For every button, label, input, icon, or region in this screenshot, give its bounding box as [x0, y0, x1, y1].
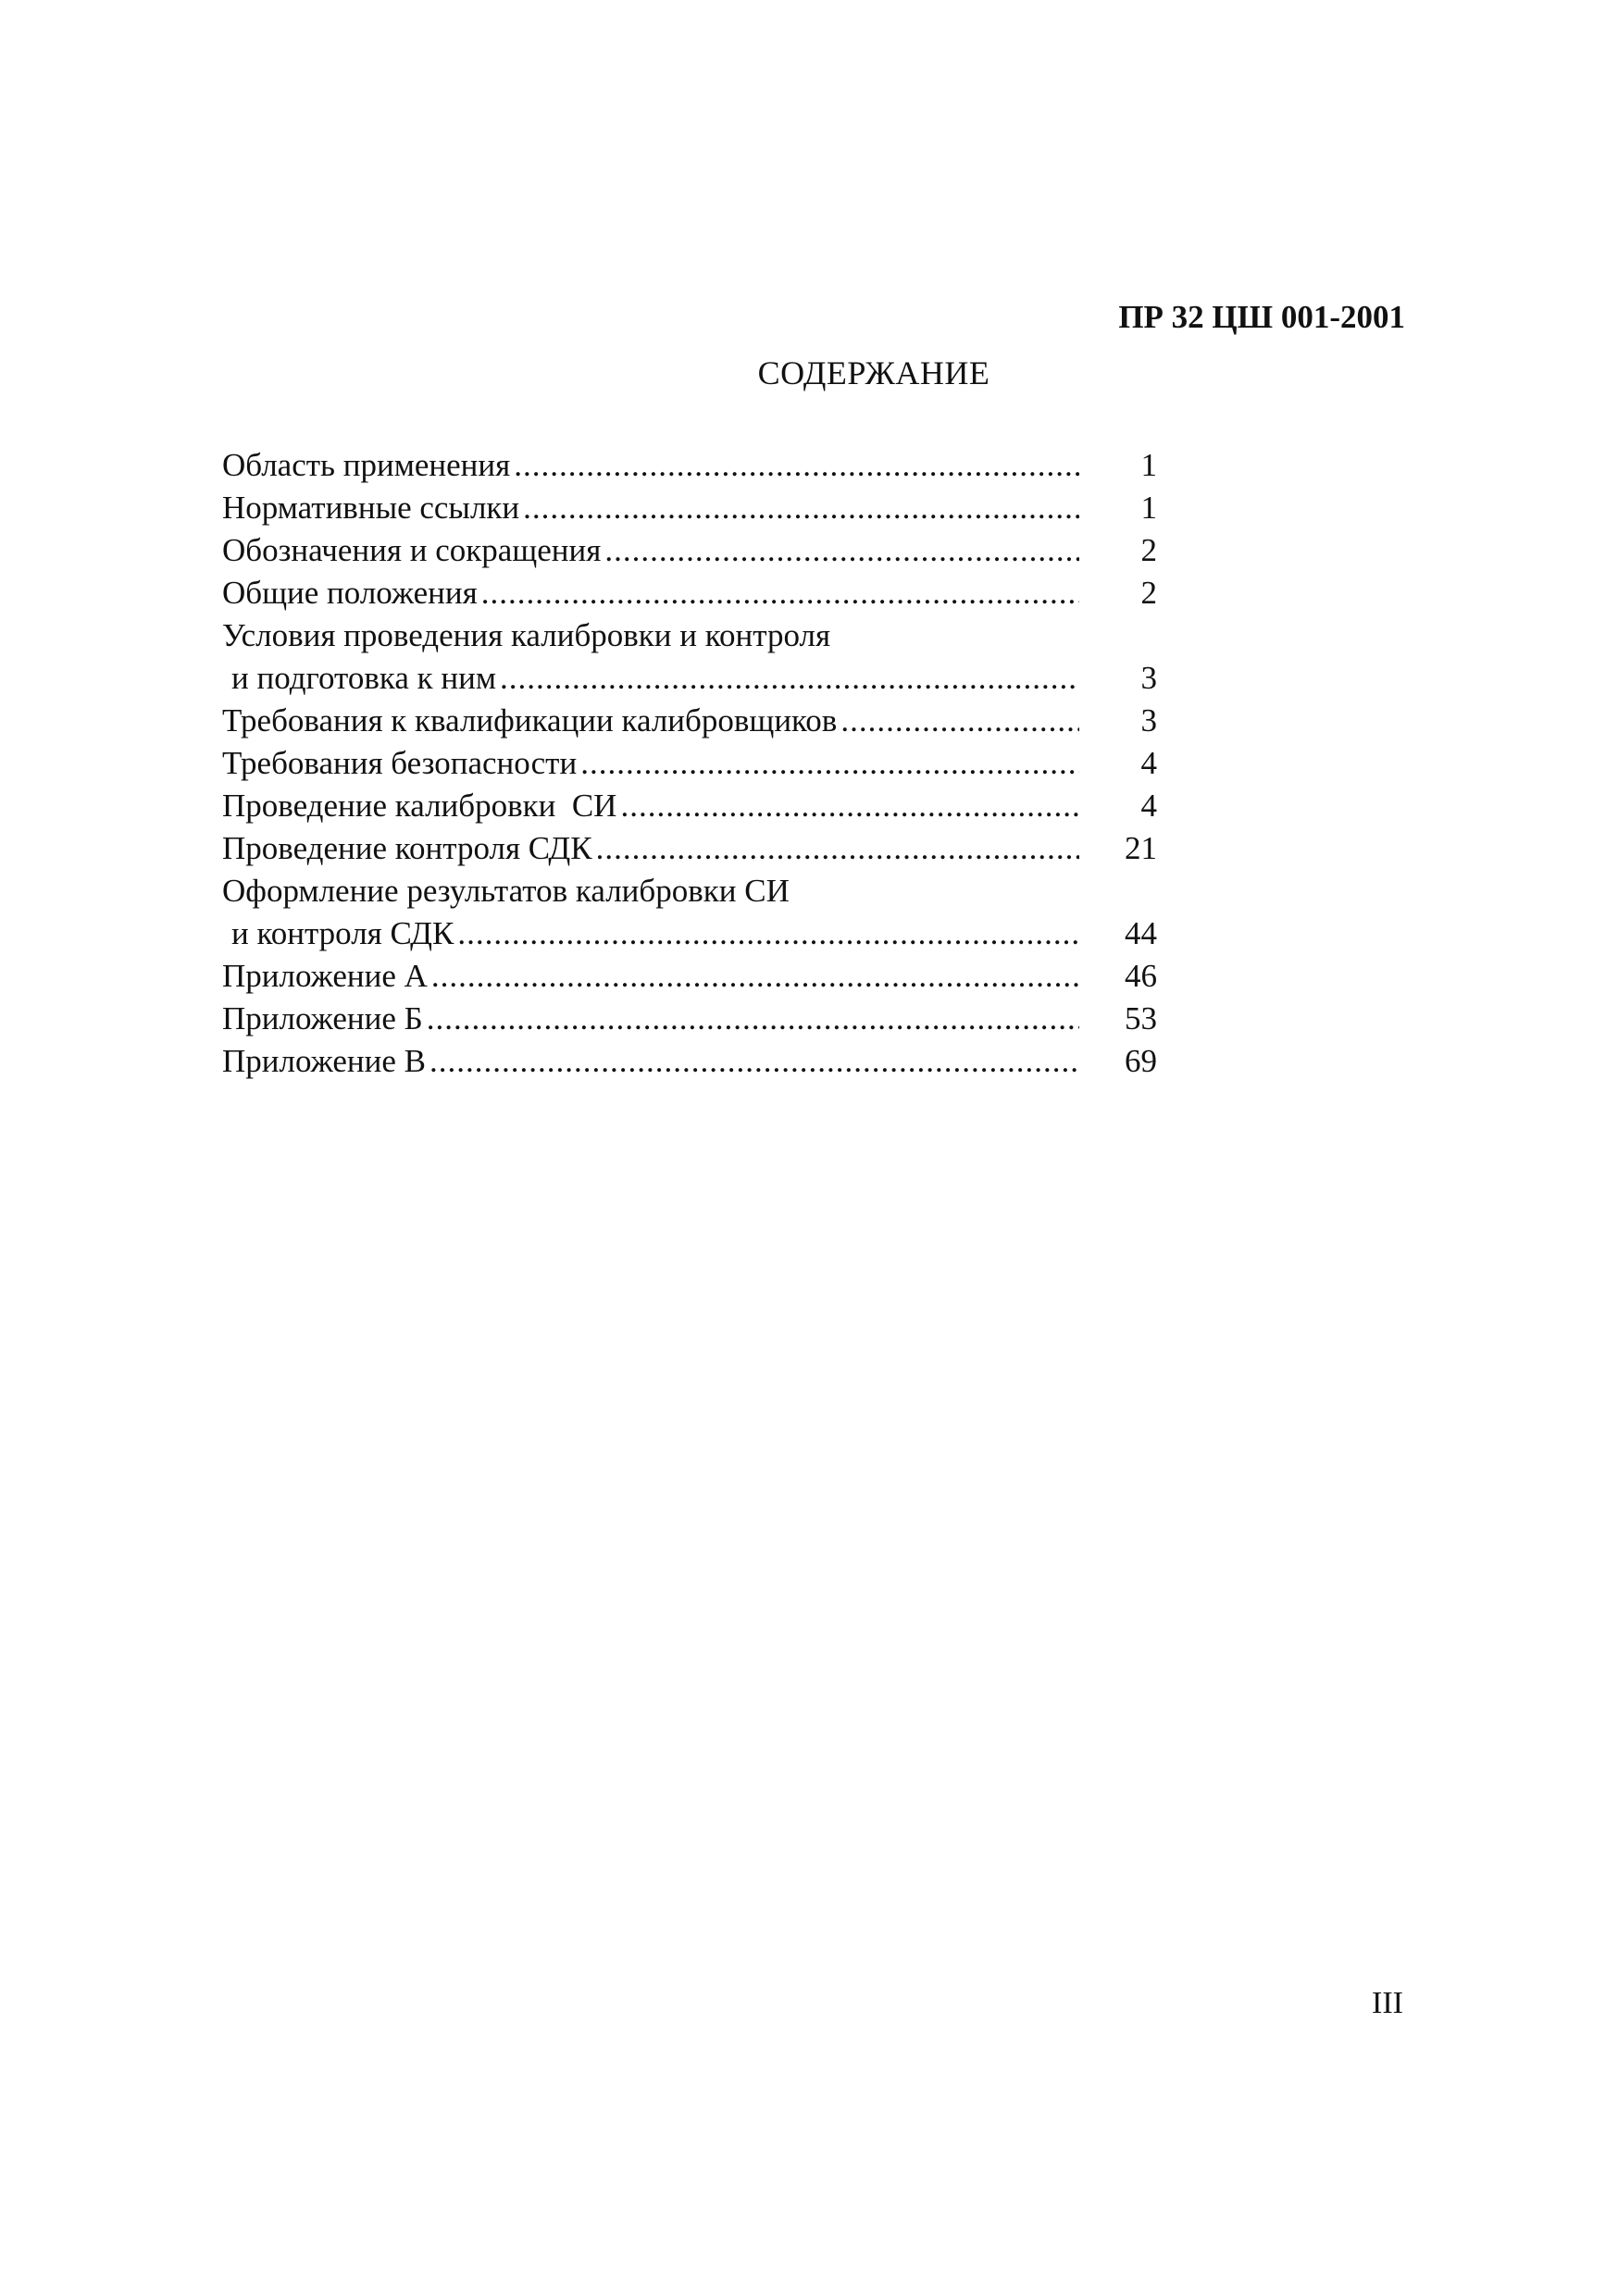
- toc-entry-label: Область применения: [222, 447, 511, 483]
- toc-entry[interactable]: [222, 1040, 1176, 1083]
- toc-entry[interactable]: [222, 487, 1176, 529]
- toc-entry-label: Проведение контроля СДК: [222, 830, 592, 866]
- toc-entry[interactable]: [222, 785, 1176, 827]
- toc-entry-label: и подготовка к ним: [231, 660, 497, 696]
- toc-entry[interactable]: [222, 700, 1176, 742]
- toc-entry-label: Проведение калибровки СИ: [222, 788, 617, 824]
- toc-entry-page: 3: [1140, 660, 1157, 696]
- toc-leader-dots: [457, 912, 1079, 955]
- toc-entry-page: 46: [1125, 958, 1157, 994]
- toc-entry-page: 53: [1125, 1000, 1157, 1036]
- toc-entry-page: 4: [1140, 788, 1157, 824]
- toc-leader-dots: [523, 487, 1079, 529]
- toc-leader-dots: [840, 700, 1079, 742]
- page-number: III: [1372, 1986, 1403, 2020]
- toc-entry-page: 3: [1140, 702, 1157, 738]
- toc-entry[interactable]: [222, 955, 1176, 998]
- toc-entry-label: Обозначения и сокращения: [222, 532, 602, 568]
- toc-entry-label: Требования безопасности: [222, 745, 578, 781]
- toc-entry-page: 4: [1140, 745, 1157, 781]
- toc-title: СОДЕРЖАНИЕ: [757, 354, 990, 391]
- document-code: ПР 32 ЦШ 001-2001: [1118, 299, 1405, 335]
- toc-entry[interactable]: [222, 529, 1176, 572]
- toc-entry-page: 44: [1125, 915, 1157, 951]
- toc-entry-page: 69: [1125, 1043, 1157, 1079]
- toc-entry[interactable]: [222, 614, 1176, 700]
- toc-entry-label: и контроля СДК: [231, 915, 454, 951]
- toc-entry[interactable]: [222, 827, 1176, 870]
- toc-entry-label: Требования к квалификации калибровщиков: [222, 702, 838, 738]
- toc-entry-label: Общие положения: [222, 575, 478, 611]
- toc-entry-page: 2: [1140, 575, 1157, 611]
- toc-entry-page: 21: [1125, 830, 1157, 866]
- toc-entry[interactable]: [222, 444, 1176, 487]
- toc-entry-page: 2: [1140, 532, 1157, 568]
- toc-entry[interactable]: [222, 870, 1176, 955]
- toc-leader-dots: [500, 657, 1079, 700]
- toc-leader-dots: [427, 998, 1079, 1040]
- table-of-contents: [222, 444, 1176, 1083]
- toc-leader-dots: [431, 955, 1079, 998]
- toc-leader-dots: [429, 1040, 1079, 1083]
- toc-entry[interactable]: [222, 572, 1176, 614]
- toc-entry-label: Приложение Б: [222, 1000, 423, 1036]
- toc-entry-label-line1: Условия проведения калибровки и контроля: [222, 617, 831, 653]
- toc-entry-label-line1: Оформление результатов калибровки СИ: [222, 873, 790, 909]
- toc-entry-label: Приложение А: [222, 958, 428, 994]
- toc-leader-dots: [620, 785, 1079, 827]
- toc-entry-label: Приложение В: [222, 1043, 426, 1079]
- toc-entry[interactable]: [222, 998, 1176, 1040]
- toc-leader-dots: [514, 444, 1079, 487]
- toc-leader-dots: [580, 742, 1079, 785]
- toc-leader-dots: [596, 827, 1079, 870]
- toc-leader-dots: [481, 572, 1079, 614]
- toc-leader-dots: [604, 529, 1079, 572]
- toc-entry[interactable]: [222, 742, 1176, 785]
- toc-entry-label: Нормативные ссылки: [222, 490, 520, 526]
- toc-entry-page: 1: [1140, 490, 1157, 526]
- toc-entry-page: 1: [1140, 447, 1157, 483]
